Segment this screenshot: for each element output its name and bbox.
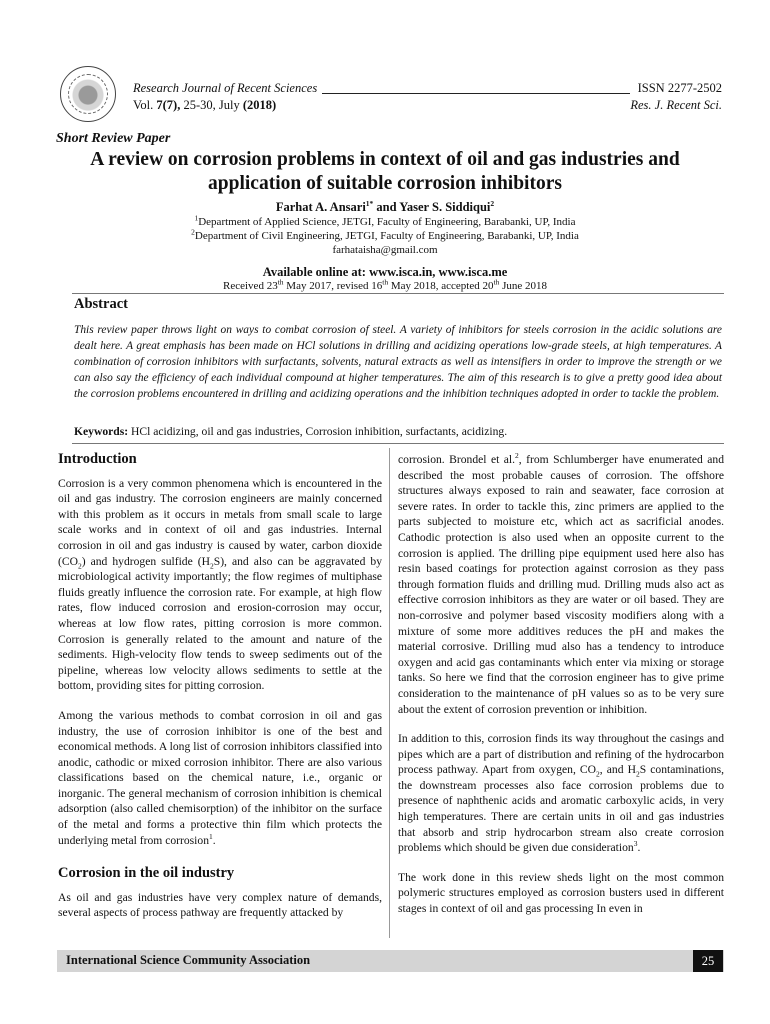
keywords: Keywords: HCl acidizing, oil and gas industries, Corrosion inhibition, surfactants, acidizing. [74, 425, 508, 438]
oil-industry-heading: Corrosion in the oil industry [58, 865, 235, 882]
page-number: 25 [693, 950, 723, 972]
authors: Farhat A. Ansari$^{1*}$ and Yaser S. Siddiqui$^2$ [275, 198, 495, 214]
abstract-top-rule [72, 293, 724, 294]
oil-industry-paragraph: As oil and gas industries have very complex nature of demands, several aspects of process pathway are frequently attacked by [58, 890, 382, 920]
journal-logo [60, 66, 116, 122]
volume-info: Vol. 7(7), 25-30, July (2018) [133, 98, 277, 112]
journal-header [133, 80, 463, 114]
available-online: Available online at: www.isca.in, www.isca.me [262, 265, 508, 279]
column-divider [389, 448, 390, 938]
introduction-heading: Introduction [58, 451, 137, 467]
intro-paragraph-1: Corrosion is a very common phenomena which is encountered in the oil and gas industry. The corrosion engineers are mainly concerned with this problem as it occurs in metals from small scale to large scale works and in context of oil and gas industries. Internal corrosion in oil and gas industry is caused by water, carbon dioxide $(CO_2)$ and hydrogen sulfide $(H_2S)$, and also can be aggravated by microbiological activity importantly; the flow regimes of multiphase fluids greatly influence the corrosion rate. For example, at high flow rates, flow induced corrosion and erosion-corrosion may occur, whereas at low flow rates, pitting corrosion is more common. Corrosion is generally related to the amount and nature of the sediments. High-velocity flow tends to sweep sediments out of the pipeline, whereas low velocity allows sediments to settle at the bottom, providing sites for pitting corrosion. [58, 476, 382, 693]
right-paragraph-1: corrosion. Brondel et al.$^2$, from Schlumberger have enumerated and described the most probable causes of corrosion. The offshore structures always exposed to rain and seawater, face corrosion at severe rates. In order to tackle this, zinc primers are applied to the parts subjected to moisture etc, which act as sacrificial anodes. Cathodic protection is also used when an opposite current to the corrosion is applied. The drilling pipe equipment used here also has resin based coatings for protection against corrosion as they pass through formation fluids and drilling mud. Drilling muds also act as effective corrosion inhibitors as they are water or oil based. They are non-corrosive and polymer based viscosity modifiers along with a mixture of some more additives reduces the pH and makes the material corrosive. Drilling mud also has a tendency to introduce oxygen and acid gas contaminants which enter via mixing or storage tanks. So here we find that the corrosion engineer has to give prime consideration to the maintenance of pH values so as to be very sure about the extent of corrosion prevention or inhibition. [398, 451, 724, 716]
abstract-text: This review paper throws light on ways to combat corrosion of steel. A variety of inhibitors for steels corrosion in the acidic solutions are dealt here. A great emphasis has been made on HCl solutions in drilling and acidizing operations low-grade steels, at high temperatures. A combination of corrosion inhibitors with surfactants, solvents, natural extracts as well as intensifiers in order to improve the strength or we can also say the efficiency of each individual compound at higher temperatures. The aim of this research is to give a pretty good idea about the corrosion problems encountered in drilling and acidizing operations and the inhibition techniques adopted in order to tackle the problem. [74, 324, 722, 400]
right-column [398, 452, 724, 917]
left-column [58, 452, 382, 921]
journal-header-right [630, 80, 722, 114]
abstract-heading: Abstract [74, 296, 128, 312]
abstract-bottom-rule [72, 443, 724, 444]
journal-short-name: Res. J. Recent Sci. [630, 98, 722, 112]
received-dates: Received 23th May 2017, revised 16th May 2018, accepted 20th June 2018 [223, 277, 547, 292]
header-rule [322, 93, 630, 94]
footer-organization: International Science Community Association [66, 953, 311, 967]
journal-name: Research Journal of Recent Sciences [133, 81, 318, 95]
issn: ISSN 2277-2502 [637, 81, 722, 95]
intro-paragraph-2: Among the various methods to combat corrosion in oil and gas industry, the use of corrosion inhibitor is one of the best and economical methods. A long list of corrosion inhibitors classified into anodic, cathodic or mixed corrosion inhibitor. There are also various classifications based on the chemical nature, i.e., organic or inorganic. The general mechanism of corrosion inhibition is chemical adsorption (also called chemisorption) of the inhibitor on the surface of the metal and forms a protective thin film which protects the underlying metal from corrosion$^1$. [58, 708, 382, 847]
paper-type: Short Review Paper [56, 131, 171, 146]
right-paragraph-2: In addition to this, corrosion finds its way throughout the casings and pipes which are a part of distribution and refining of the hydrocarbon process pathway. Apart from oxygen, $CO_2$, and $H_2S$ contaminations, the downstream processes also face corrosion problems due to presence of naphthenic acids and aromatic carboxylic acids, in very high temperatures. There are certain units in oil and gas industries that absorb and strip hydrocarbon stream also create corrosion problems which should be given due consideration$^3$. [398, 732, 724, 855]
right-paragraph-3: The work done in this review sheds light on the most common polymeric structures employed as corrosion busters used in different stages in context of oil and gas processing In even in [398, 870, 724, 916]
affiliations: $^1$Department of Applied Science, JETGI, Faculty of Engineering, Barabanki, UP, India $^2$Department of Civil Engineering, JETGI, Faculty of Engineering, Barabanki, UP, India farhataisha@gmail.com [0, 215, 770, 257]
author-email: farhataisha@gmail.com [332, 244, 438, 256]
paper-title: A review on corrosion problems in context of oil and gas industries and application of suitable corrosion inhibitors [90, 149, 680, 194]
